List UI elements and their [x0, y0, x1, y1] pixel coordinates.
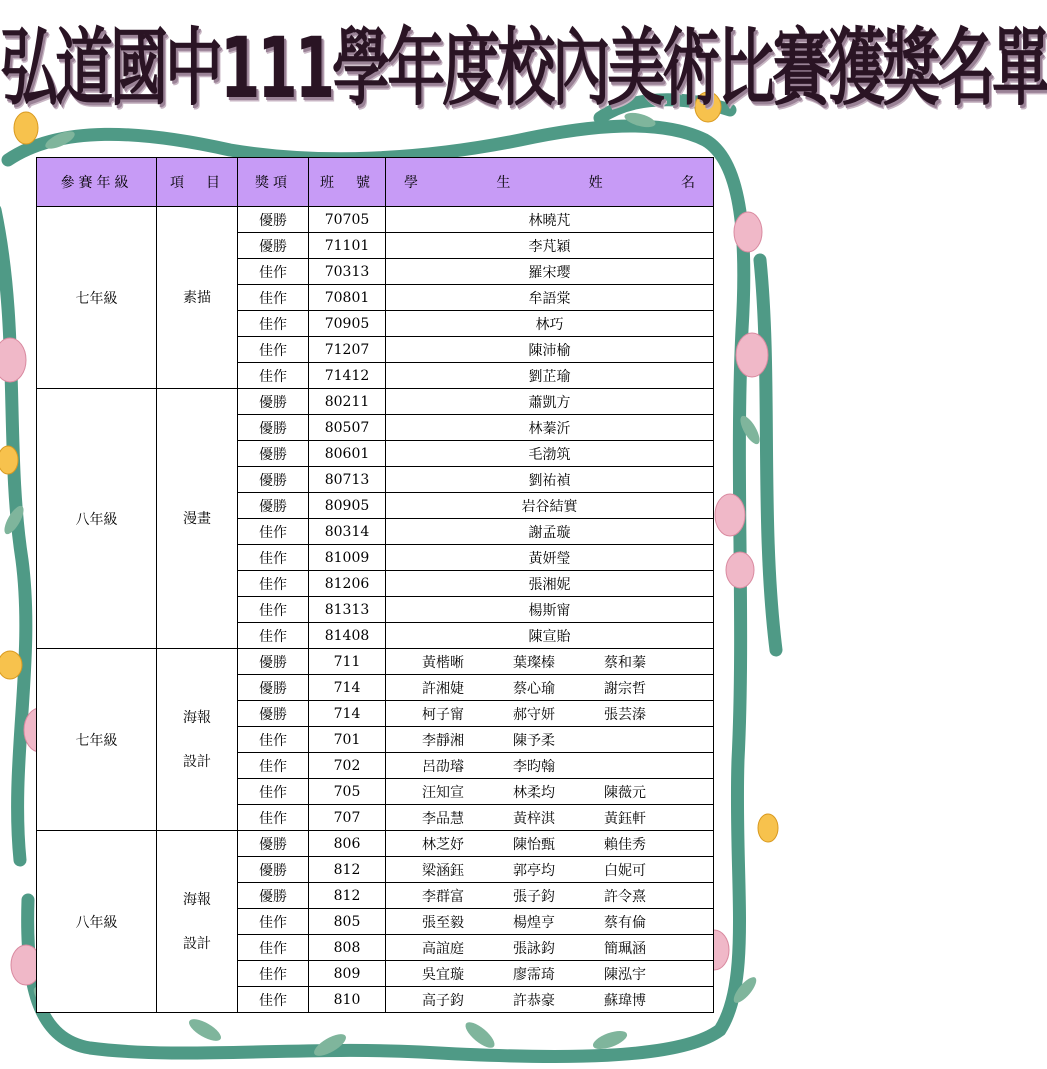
student-name: 柯子甯: [422, 706, 464, 723]
award-cell: 佳作: [238, 337, 309, 363]
student-name: 李昀翰: [513, 758, 555, 775]
award-cell: 優勝: [238, 701, 309, 727]
student-name: 陳泓宇: [604, 966, 646, 983]
student-name: 吳宜璇: [422, 966, 464, 983]
award-cell: 佳作: [238, 597, 309, 623]
header-award: 獎項: [238, 158, 309, 207]
student-name: [604, 756, 695, 776]
grade-cell: 七年級: [37, 207, 157, 389]
category-label: 素描: [183, 289, 211, 306]
student-name-cell: 羅宋璎: [386, 259, 714, 285]
award-cell: 佳作: [238, 779, 309, 805]
class-number-cell: 702: [309, 753, 386, 779]
student-name: 黃鈺軒: [604, 810, 646, 827]
award-cell: 佳作: [238, 571, 309, 597]
class-number-cell: 81009: [309, 545, 386, 571]
student-name-cell: 林巧: [386, 311, 714, 337]
student-name: 黃楷晰: [422, 654, 464, 671]
student-name-cell: 李芃穎: [386, 233, 714, 259]
class-number-cell: 812: [309, 883, 386, 909]
award-cell: 佳作: [238, 727, 309, 753]
class-number-cell: 714: [309, 675, 386, 701]
student-name: 高誼庭: [422, 940, 464, 957]
student-name: 陳薇元: [604, 784, 646, 801]
student-name-cell: [386, 831, 714, 857]
class-number-cell: 810: [309, 987, 386, 1013]
category-label: 漫畫: [183, 510, 211, 527]
class-number-cell: 711: [309, 649, 386, 675]
category-label: 海報: [183, 709, 211, 726]
student-name: 高子鈞: [422, 992, 464, 1009]
award-cell: 佳作: [238, 311, 309, 337]
class-number-cell: 80601: [309, 441, 386, 467]
grade-cell: 八年級: [37, 831, 157, 1013]
table-row: [37, 831, 714, 857]
award-cell: 優勝: [238, 207, 309, 233]
table-row: [37, 649, 714, 675]
class-number-cell: 70905: [309, 311, 386, 337]
table-row: [37, 389, 714, 415]
student-name-cell: [386, 961, 714, 987]
student-name-cell: [386, 857, 714, 883]
header-category: 項 目: [157, 158, 238, 207]
class-number-cell: 81206: [309, 571, 386, 597]
award-cell: 佳作: [238, 285, 309, 311]
header-student-name: [386, 158, 714, 207]
student-name-cell: 楊斯甯: [386, 597, 714, 623]
header-name-char: 姓: [588, 175, 603, 191]
award-cell: 佳作: [238, 519, 309, 545]
class-number-cell: 70313: [309, 259, 386, 285]
student-name-cell: 林曉芃: [386, 207, 714, 233]
class-number-cell: 808: [309, 935, 386, 961]
class-number-cell: 71207: [309, 337, 386, 363]
class-number-cell: 805: [309, 909, 386, 935]
category-label: 設計: [183, 753, 211, 770]
award-list-table: [36, 157, 714, 1013]
class-number-cell: 705: [309, 779, 386, 805]
student-name-cell: [386, 675, 714, 701]
class-number-cell: 812: [309, 857, 386, 883]
student-name-cell: 林蓁沂: [386, 415, 714, 441]
class-number-cell: 806: [309, 831, 386, 857]
award-cell: 優勝: [238, 233, 309, 259]
student-name-cell: [386, 935, 714, 961]
student-name: 許恭豪: [513, 992, 555, 1009]
category-label: 海報: [183, 891, 211, 908]
student-name-cell: [386, 753, 714, 779]
header-name-char: 名: [680, 175, 695, 191]
class-number-cell: 80905: [309, 493, 386, 519]
category-cell: [157, 649, 238, 831]
student-name: 張至毅: [422, 914, 464, 931]
student-name: 黃梓淇: [513, 810, 555, 827]
table-header-row: [37, 158, 714, 207]
student-name-cell: [386, 883, 714, 909]
class-number-cell: 80713: [309, 467, 386, 493]
student-name-cell: 劉芷瑜: [386, 363, 714, 389]
student-name: 張詠鈞: [513, 940, 555, 957]
award-cell: 優勝: [238, 831, 309, 857]
class-number-cell: 81313: [309, 597, 386, 623]
class-number-cell: 707: [309, 805, 386, 831]
category-label: 設計: [183, 935, 211, 952]
award-cell: 佳作: [238, 961, 309, 987]
grade-cell: 七年級: [37, 649, 157, 831]
student-name-cell: 蕭凱方: [386, 389, 714, 415]
student-name-cell: 張湘妮: [386, 571, 714, 597]
student-name-cell: 毛渤筑: [386, 441, 714, 467]
student-name-cell: [386, 909, 714, 935]
class-number-cell: 701: [309, 727, 386, 753]
table-row: [37, 207, 714, 233]
category-cell: [157, 389, 238, 649]
table-body: [37, 207, 714, 1013]
class-number-cell: 70801: [309, 285, 386, 311]
category-cell: [157, 831, 238, 1013]
student-name: 林芝妤: [422, 836, 464, 853]
class-number-cell: 80314: [309, 519, 386, 545]
class-number-cell: 71412: [309, 363, 386, 389]
student-name-cell: 岩谷結實: [386, 493, 714, 519]
student-name: 呂劭璿: [422, 758, 464, 775]
award-cell: 優勝: [238, 467, 309, 493]
student-name: 林柔均: [513, 784, 555, 801]
award-cell: 優勝: [238, 649, 309, 675]
student-name: 白妮可: [604, 862, 646, 879]
header-class: 班 號: [309, 158, 386, 207]
class-number-cell: 70705: [309, 207, 386, 233]
student-name-cell: 陳沛榆: [386, 337, 714, 363]
student-name: 許令熹: [604, 888, 646, 905]
award-cell: 佳作: [238, 909, 309, 935]
student-name: 張芸溱: [604, 706, 646, 723]
student-name: 梁涵鈺: [422, 862, 464, 879]
student-name-cell: [386, 987, 714, 1013]
award-cell: 優勝: [238, 493, 309, 519]
class-number-cell: 81408: [309, 623, 386, 649]
student-name: 李靜湘: [422, 732, 464, 749]
student-name: [604, 730, 695, 750]
student-name: 賴佳秀: [604, 836, 646, 853]
student-name: 謝宗哲: [604, 680, 646, 697]
student-name: 汪知宣: [422, 784, 464, 801]
category-cell: [157, 207, 238, 389]
award-cell: 佳作: [238, 545, 309, 571]
award-cell: 佳作: [238, 259, 309, 285]
header-grade: 參賽年級: [37, 158, 157, 207]
student-name-cell: [386, 701, 714, 727]
student-name: 陳予柔: [513, 732, 555, 749]
student-name: 蔡和蓁: [604, 654, 646, 671]
student-name: 蔡心瑜: [513, 680, 555, 697]
student-name-cell: 牟語棠: [386, 285, 714, 311]
award-cell: 優勝: [238, 675, 309, 701]
class-number-cell: 71101: [309, 233, 386, 259]
student-name-cell: 黃妍瑩: [386, 545, 714, 571]
award-cell: 佳作: [238, 935, 309, 961]
student-name-cell: 謝孟璇: [386, 519, 714, 545]
student-name: 郭亭均: [513, 862, 555, 879]
class-number-cell: 80507: [309, 415, 386, 441]
student-name-cell: 陳宣貽: [386, 623, 714, 649]
award-cell: 佳作: [238, 623, 309, 649]
award-cell: 優勝: [238, 883, 309, 909]
student-name: 葉璨榛: [513, 654, 555, 671]
student-name-cell: [386, 805, 714, 831]
award-cell: 佳作: [238, 753, 309, 779]
award-cell: 佳作: [238, 987, 309, 1013]
award-cell: 優勝: [238, 441, 309, 467]
student-name-cell: [386, 649, 714, 675]
student-name-cell: 劉祐禎: [386, 467, 714, 493]
student-name: 陳怡甄: [513, 836, 555, 853]
award-cell: 佳作: [238, 363, 309, 389]
student-name-cell: [386, 779, 714, 805]
grade-cell: 八年級: [37, 389, 157, 649]
student-name: 李群富: [422, 888, 464, 905]
header-name-char: 生: [496, 175, 511, 191]
student-name: 張子鈞: [513, 888, 555, 905]
class-number-cell: 714: [309, 701, 386, 727]
student-name: 簡珮涵: [604, 940, 646, 957]
student-name-cell: [386, 727, 714, 753]
student-name: 蘇瑋博: [604, 992, 646, 1009]
student-name: 楊煌亨: [513, 914, 555, 931]
student-name: 蔡有倫: [604, 914, 646, 931]
award-cell: 優勝: [238, 857, 309, 883]
class-number-cell: 809: [309, 961, 386, 987]
student-name: 郝守妍: [513, 706, 555, 723]
award-cell: 優勝: [238, 415, 309, 441]
student-name: 許湘婕: [422, 680, 464, 697]
class-number-cell: 80211: [309, 389, 386, 415]
student-name: 李品慧: [422, 810, 464, 827]
student-name: 廖霈琦: [513, 966, 555, 983]
page-title: 弘道國中111學年度校內美術比賽獲獎名單: [0, 18, 1047, 118]
award-cell: 優勝: [238, 389, 309, 415]
award-cell: 佳作: [238, 805, 309, 831]
header-name-char: 學: [404, 175, 418, 191]
